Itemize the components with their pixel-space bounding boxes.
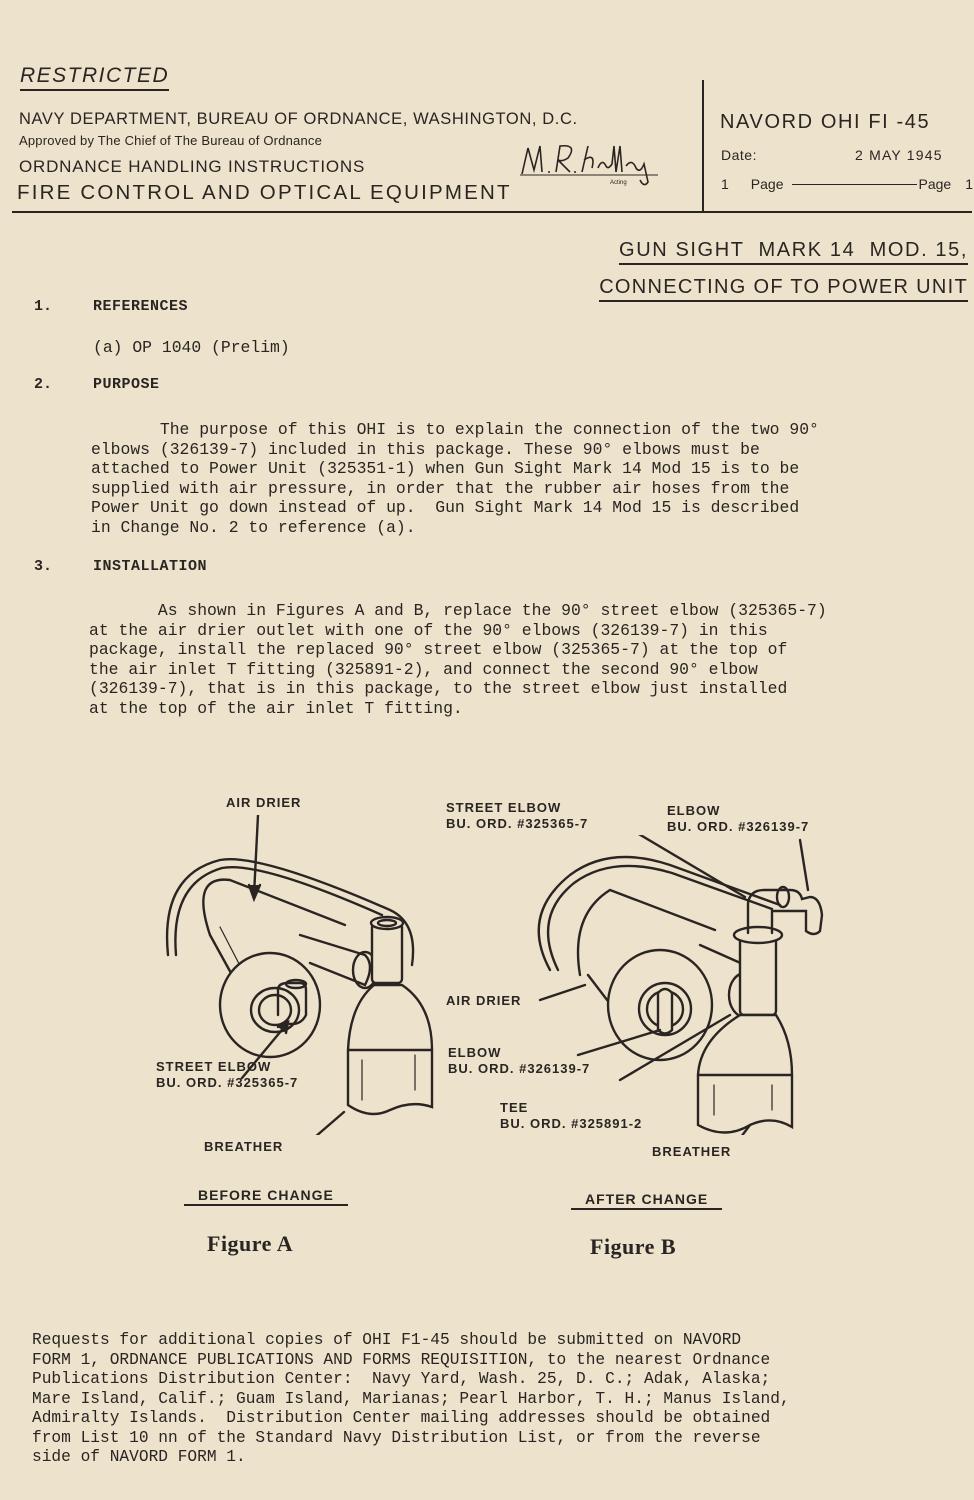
classification-marking: RESTRICTED xyxy=(20,64,169,91)
text-line: at the air drier outlet with one of the 90° elbows (326139-7) in this xyxy=(89,620,768,640)
text-line: elbows (326139-7) included in this package. These 90° elbows must be xyxy=(91,439,760,459)
svg-text:Acting: Acting xyxy=(610,180,627,186)
header-rule xyxy=(12,211,972,213)
label-street-elbow-b: STREET ELBOW BU. ORD. #325365-7 xyxy=(446,800,589,831)
section-title-references: REFERENCES xyxy=(93,298,189,315)
department-line: NAVY DEPARTMENT, BUREAU OF ORDNANCE, WASHINGTON, D.C. xyxy=(19,110,578,128)
text-line: package, install the replaced 90° street elbow (325365-7) at the top of xyxy=(89,640,788,659)
caption-after-change: AFTER CHANGE xyxy=(571,1191,722,1210)
text-line: the air inlet T fitting (325891-2), and connect the second 90° elbow xyxy=(89,659,758,679)
label-breather-a: BREATHER xyxy=(204,1139,284,1154)
caption-before-change: BEFORE CHANGE xyxy=(184,1187,348,1206)
text-line: (326139-7), that is in this package, to the street elbow just installed xyxy=(89,679,788,698)
label-street-elbow-a: STREET ELBOW BU. ORD. #325365-7 xyxy=(156,1059,299,1090)
subject-line-2: CONNECTING OF TO POWER UNIT xyxy=(599,276,968,302)
purpose-paragraph xyxy=(91,420,819,537)
page-from-number: 1 xyxy=(721,176,729,192)
text-line: Admiralty Islands. Distribution Center mailing addresses should be obtained xyxy=(32,1409,771,1427)
installation-paragraph xyxy=(89,601,827,718)
category-title: FIRE CONTROL AND OPTICAL EQUIPMENT xyxy=(17,181,512,204)
page-range-dash xyxy=(792,184,917,185)
text-line: attached to Power Unit (325351-1) when Gun Sight Mark 14 Mod 15 is to be xyxy=(91,459,800,478)
page-from-label: Page xyxy=(750,176,784,192)
text-line: supplied with air pressure, in order that the rubber air hoses from the xyxy=(91,478,790,498)
label-elbow-top-b: ELBOW BU. ORD. #326139-7 xyxy=(667,803,810,834)
label-air-drier-a: AIR DRIER xyxy=(226,795,302,810)
text-line: The purpose of this OHI is to explain the connection of the two 90° xyxy=(91,420,819,439)
section-number: 1. xyxy=(34,298,53,315)
text-line: Publications Distribution Center: Navy Yard, Wash. 25, D. C.; Adak, Alaska; xyxy=(32,1370,771,1388)
reference-item: (a) OP 1040 (Prelim) xyxy=(93,338,290,357)
section-title-installation: INSTALLATION xyxy=(93,558,208,575)
document-number: NAVORD OHI FI -45 xyxy=(720,111,931,133)
distribution-note xyxy=(32,1331,790,1468)
date-value: 2 MAY 1945 xyxy=(855,147,943,163)
text-line: from List 10 nn of the Standard Navy Distribution List, or from the reverse xyxy=(32,1428,761,1447)
text-line: Requests for additional copies of OHI F1-45 should be submitted on NAVORD xyxy=(32,1331,742,1349)
text-line: Mare Island, Calif.; Guam Island, Marianas; Pearl Harbor, T. H.; Manus Island, xyxy=(32,1389,790,1408)
text-line: FORM 1, ORDNANCE PUBLICATIONS AND FORMS REQUISITION, to the nearest Ordnance xyxy=(32,1350,771,1369)
approval-line: Approved by The Chief of The Bureau of Ordnance xyxy=(19,133,323,148)
text-line: in Change No. 2 to reference (a). xyxy=(91,517,416,537)
page-to-label: Page xyxy=(918,176,952,192)
signature xyxy=(518,138,668,188)
figure-a-title: Figure A xyxy=(207,1231,294,1256)
section-number: 2. xyxy=(34,376,53,393)
page-range xyxy=(721,176,973,192)
text-line: side of NAVORD FORM 1. xyxy=(32,1448,246,1466)
series-title: ORDNANCE HANDLING INSTRUCTIONS xyxy=(19,157,366,176)
label-tee-b: TEE BU. ORD. #325891-2 xyxy=(500,1100,643,1131)
header-divider xyxy=(702,80,704,213)
text-line: Power Unit go down instead of up. Gun Sight Mark 14 Mod 15 is described xyxy=(91,498,800,517)
label-elbow-b: ELBOW BU. ORD. #326139-7 xyxy=(448,1045,591,1076)
text-line: As shown in Figures A and B, replace the 90° street elbow (325365-7) xyxy=(89,601,827,620)
section-title-purpose: PURPOSE xyxy=(93,376,160,393)
label-air-drier-b: AIR DRIER xyxy=(446,993,522,1008)
text-line: at the top of the air inlet T fitting. xyxy=(89,698,463,718)
date-label: Date: xyxy=(721,147,757,163)
label-breather-b: BREATHER xyxy=(652,1144,732,1159)
section-number: 3. xyxy=(34,558,53,575)
figure-b-title: Figure B xyxy=(590,1234,677,1259)
figure-b-drawing xyxy=(500,835,840,1135)
page-to-number: 1 xyxy=(965,176,973,192)
subject-line-1: GUN SIGHT MARK 14 MOD. 15, xyxy=(619,239,968,265)
